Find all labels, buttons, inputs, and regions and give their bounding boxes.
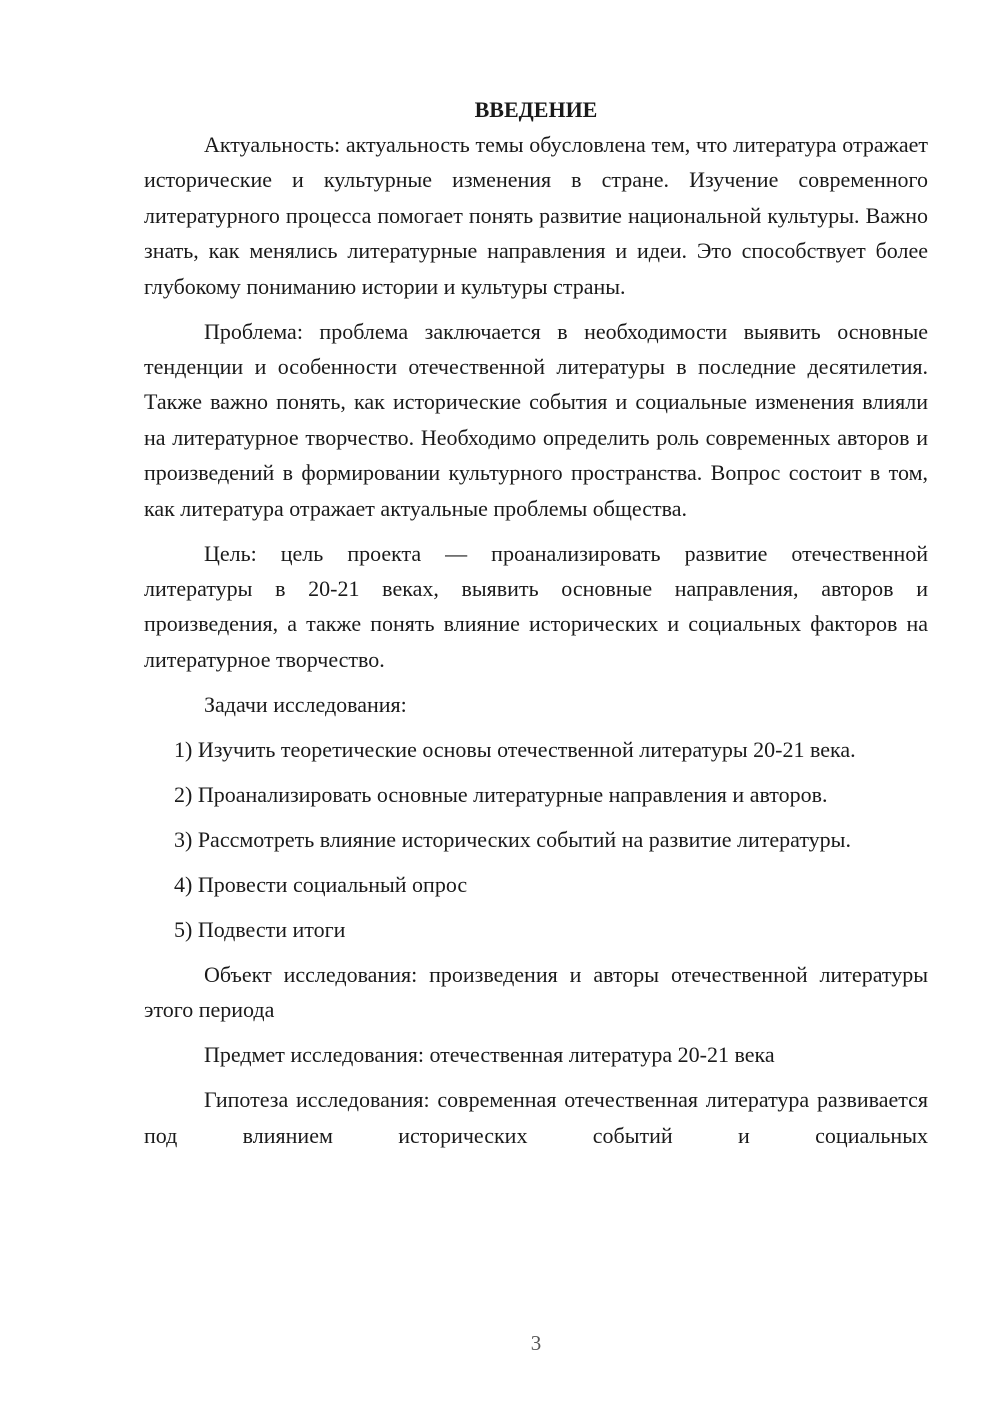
object-paragraph: Объект исследования: произведения и авторы отечественной литературы этого периода <box>144 961 928 1023</box>
goal-paragraph: Цель: цель проекта — проанализировать развитие отечественной литературы в 20-21 веках, выявить основные направления, авторов и произведения, а также понять влияние исторических и социальных факторов на литературное творчество. <box>144 540 928 672</box>
subject-paragraph: Предмет исследования: отечественная литература 20-21 века <box>204 1042 775 1068</box>
problem-paragraph: Проблема: проблема заключается в необходимости выявить основные тенденции и особенности отечественной литературы в последние десятилетия. Также важно понять, как исторические события и социальные изменения влияли на литературное творчество. Необходимо определить роль современных авторов и произведений в формировании культурного пространства. Вопрос состоит в том, как литература отражает актуальные проблемы общества. <box>144 318 928 521</box>
section-heading: ВВЕДЕНИЕ <box>474 97 598 122</box>
task-item-3: 3) Рассмотреть влияние исторических событий на развитие литературы. <box>174 826 851 852</box>
task-item-4: 4) Провести социальный опрос <box>174 871 468 897</box>
tasks-title: Задачи исследования: <box>204 691 407 717</box>
hypothesis-paragraph: Гипотеза исследования: современная отечественная литература развивается под влиянием исторических событий и социальных <box>144 1087 928 1148</box>
page-number: 3 <box>530 1331 542 1355</box>
relevance-paragraph: Актуальность: актуальность темы обусловлена тем, что литература отражает исторические и культурные изменения в стране. Изучение современного литературного процесса помогает понять развитие национальной культуры. Важно знать, как менялись литературные направления и идеи. Это способствует более глубокому пониманию истории и культуры страны. <box>144 132 928 299</box>
task-item-1: 1) Изучить теоретические основы отечественной литературы 20-21 века. <box>174 736 856 762</box>
document-page <box>144 92 928 1153</box>
task-item-2: 2) Проанализировать основные литературные направления и авторов. <box>174 781 828 807</box>
task-item-5: 5) Подвести итоги <box>174 916 346 942</box>
